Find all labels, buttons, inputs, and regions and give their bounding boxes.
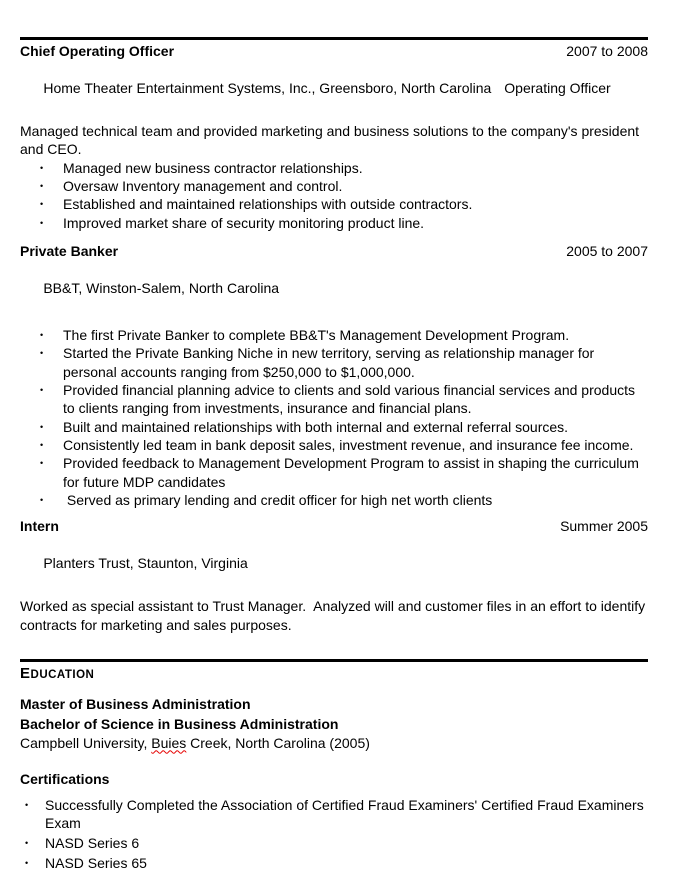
bullet-icon: • [40, 330, 44, 341]
education-heading [20, 666, 648, 683]
bullet-icon: • [40, 439, 44, 450]
bullet-item [20, 159, 648, 177]
bullet-icon: • [40, 217, 44, 228]
job-dates: 2007 to 2008 [566, 43, 648, 59]
bullet-icon: • [40, 162, 44, 173]
job-header [20, 242, 648, 260]
company-note: Operating Officer [504, 79, 611, 96]
bullet-icon: • [25, 838, 29, 849]
degree-bachelors: Bachelor of Science in Business Administration [20, 716, 339, 733]
bullet-icon: • [40, 458, 44, 469]
company-name: BB&T, Winston-Salem, North Carolina [43, 279, 280, 296]
job-section-private-banker [20, 242, 648, 509]
bullet-item [20, 195, 648, 213]
job-section-intern [20, 517, 648, 634]
degree-masters: Master of Business Administration [20, 695, 251, 712]
job-summary: Managed technical team and provided marketing and business solutions to the company's president and CEO. [20, 123, 643, 158]
education-section [20, 659, 648, 872]
job-summary: Worked as special assistant to Trust Manager. Analyzed will and customer files in an effort to identify contracts for marketing and sales purposes. [20, 598, 650, 633]
bullet-icon: • [40, 181, 44, 192]
school-line [20, 734, 648, 752]
company-line [20, 60, 648, 115]
bullet-item [20, 326, 648, 344]
bullet-text: Provided feedback to Management Development Program to assist in shaping the curriculum for future MDP candidates [63, 455, 643, 490]
bullet-icon: • [25, 857, 29, 868]
bullet-item [20, 177, 648, 195]
bullet-text: Started the Private Banking Niche in new territory, serving as relationship manager for personal accounts ranging from $250,000 to $1,000,000. [63, 345, 599, 380]
cert-text: Successfully Completed the Association of Certified Fraud Examiners' Certified Fraud Examiners Exam [45, 797, 648, 832]
bullet-text: Served as primary lending and credit officer for high net worth clients [63, 491, 493, 508]
bullet-text: The first Private Banker to complete BB&T's Management Development Program. [63, 327, 570, 344]
bullet-text: Consistently led team in bank deposit sales, investment revenue, and insurance fee income. [63, 436, 634, 453]
cert-item [20, 854, 648, 872]
bullet-item [20, 491, 648, 509]
job-dates: 2005 to 2007 [566, 242, 648, 259]
bullet-text: Improved market share of security monitoring product line. [63, 214, 425, 231]
company-name: Planters Trust, Staunton, Virginia [43, 554, 248, 571]
certifications-heading: Certifications [20, 770, 110, 787]
bullet-item [20, 454, 648, 491]
certifications-list [20, 796, 648, 872]
bullet-text: Established and maintained relationships with outside contractors. [63, 196, 473, 213]
cert-text: NASD Series 65 [45, 854, 147, 871]
bullet-icon: • [25, 800, 29, 811]
bullet-icon: • [40, 385, 44, 396]
bullet-text: Provided financial planning advice to clients and sold various financial services and products to clients ranging from investments, insurance and financial plans. [63, 382, 639, 417]
bullet-text: Oversaw Inventory management and control. [63, 178, 343, 195]
cert-text: NASD Series 6 [45, 835, 140, 852]
job-title: Chief Operating Officer [20, 43, 175, 59]
bullet-item [20, 344, 648, 381]
bullet-icon: • [40, 421, 44, 432]
cert-item [20, 834, 648, 852]
bullet-item [20, 418, 648, 436]
job-bullet-list [20, 159, 648, 232]
job-bullet-list [20, 326, 648, 509]
bullet-icon: • [40, 199, 44, 210]
education-heading-text: EDUCATION [20, 664, 95, 682]
bullet-text: Managed new business contractor relationships. [63, 159, 363, 176]
bullet-icon: • [40, 348, 44, 359]
job-header [20, 37, 648, 60]
misspelled-word: Buies [151, 734, 187, 751]
company-line [20, 535, 648, 590]
cert-item [20, 796, 648, 833]
bullet-icon: • [40, 494, 44, 505]
bullet-item [20, 381, 648, 418]
school-text: Campbell University, [20, 734, 152, 751]
bullet-item [20, 214, 648, 232]
job-dates: Summer 2005 [560, 518, 648, 535]
job-section-chief-operating-officer [20, 37, 648, 232]
company-name: Home Theater Entertainment Systems, Inc., Greensboro, North Carolina [43, 79, 492, 96]
bullet-text: Built and maintained relationships with both internal and external referral sources. [63, 418, 569, 435]
school-text: Creek, North Carolina (2005) [186, 734, 370, 751]
job-title: Private Banker [20, 242, 119, 259]
bullet-item [20, 436, 648, 454]
company-line [20, 260, 648, 315]
job-title: Intern [20, 518, 59, 535]
job-header [20, 517, 648, 535]
